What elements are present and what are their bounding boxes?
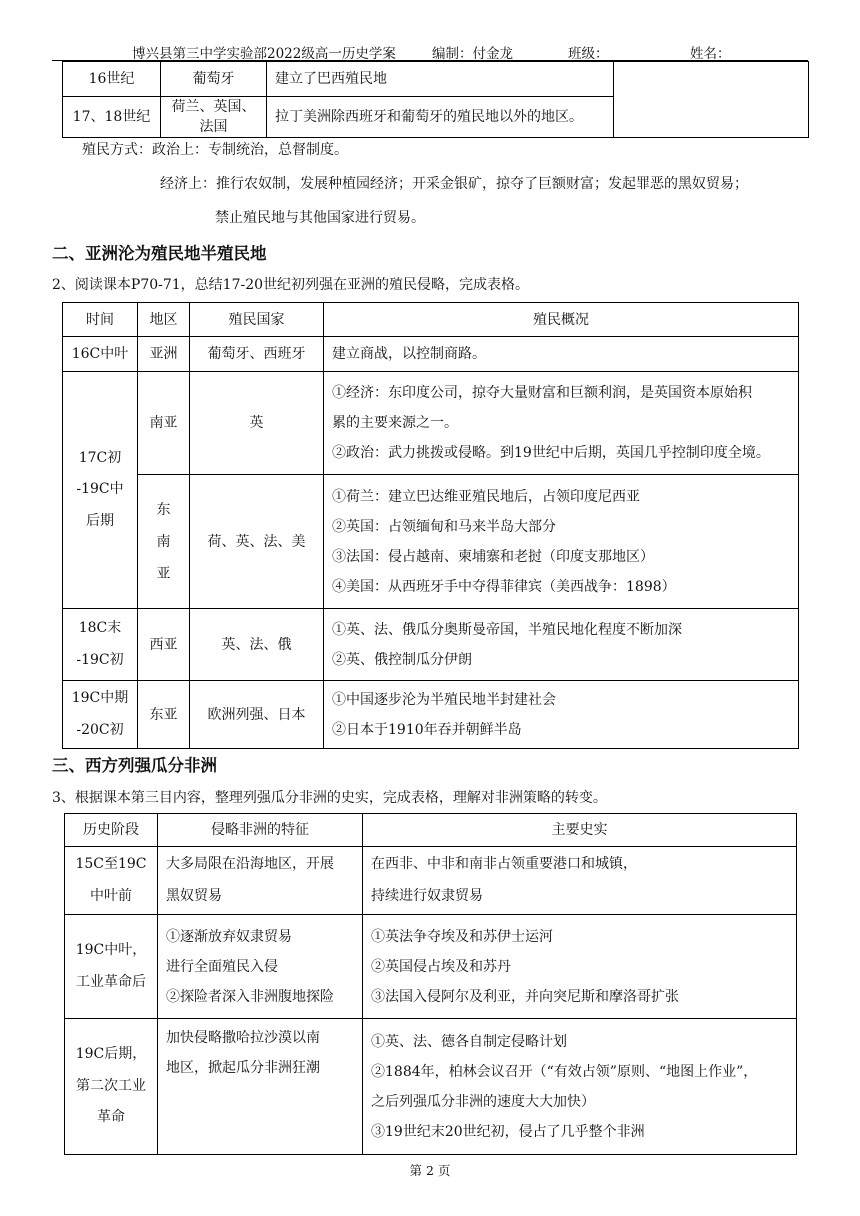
page-header [52,38,808,61]
table-header-row: 历史阶段 侵略非洲的特征 主要史实 [65,814,797,847]
blank-cell [614,62,809,138]
summary-cell: ①英、法、俄瓜分奥斯曼帝国，半殖民地化程度不断加深 ②英、俄控制瓜分伊朗 [324,609,799,681]
table-row: 18C末 -19C初 西亚 英、法、俄 ①英、法、俄瓜分奥斯曼帝国，半殖民地化程度不断加深 ②英、俄控制瓜分伊朗 [63,609,799,681]
class-label: 班级： [568,46,609,62]
table-row: 17、18世纪 荷兰、英国、法国 拉丁美洲除西班牙和葡萄牙的殖民地以外的地区。 [63,97,809,138]
feature-cell: 加快侵略撒哈拉沙漠以南 地区，掀起瓜分非洲狂潮 [158,1019,363,1155]
section-3-instruction: 3、根据课本第三目内容，整理列强瓜分非洲的史实，完成表格，理解对非洲策略的转变。 [52,790,607,806]
summary-cell: ①经济：东印度公司，掠夺大量财富和巨额利润，是英国资本原始积 累的主要来源之一。 ②政治：武力挑拨或侵略。到19世纪中后期，英国几乎控制印度全境。 [324,372,799,475]
region-cell: 东 南 亚 [138,475,190,609]
table-row [65,1019,797,1155]
table-row: 东 南 亚 荷、英、法、美 ①荷兰：建立巴达维亚殖民地后，占领印度尼西亚 ②英国：占领缅甸和马来半岛大部分 ③法国：侵占越南、柬埔寨和老挝（印度支那地区） ④美国：从西班牙手中夺得菲律宾（美西战争：1898） [63,475,799,609]
colonial-methods-economic: 经济上：推行农奴制，发展种植园经济；开采金银矿，掠夺了巨额财富；发起罪恶的黑奴贸易； [160,176,748,192]
section-2-instruction: 2、阅读课本P70-71，总结17-20世纪初列强在亚洲的殖民侵略，完成表格。 [52,277,530,293]
table-row: 17C初 -19C中 后期 南亚 英 ①经济：东印度公司，掠夺大量财富和巨额利润，是英国资本原始积 累的主要来源之一。 ②政治：武力挑拨或侵略。到19世纪中后期，英国几乎控制印度全境。 [63,372,799,475]
colonial-methods-political: 殖民方式：政治上：专制统治，总督制度。 [82,142,348,158]
school-title: 博兴县第三中学实验部2022级高一历史学案 [132,46,396,62]
feature-cell: ①逐渐放弃奴隶贸易 进行全面殖民入侵 ②探险者深入非洲腹地探险 [158,915,363,1019]
feature-cell: 大多局限在沿海地区，开展 黑奴贸易 [158,847,363,915]
summary-cell: ①中国逐步沦为半殖民地半封建社会 ②日本于1910年吞并朝鲜半岛 [324,681,799,749]
editor-label: 编制：付金龙 [432,46,513,62]
table-row: 19C中期 -20C初 东亚 欧洲列强、日本 ①中国逐步沦为半殖民地半封建社会 ②日本于1910年吞并朝鲜半岛 [63,681,799,749]
time-cell: 18C末 -19C初 [63,609,138,681]
stage-cell: 15C至19C 中叶前 [65,847,158,915]
time-cell: 19C中期 -20C初 [63,681,138,749]
stage-cell: 19C中叶， 工业革命后 [65,915,158,1019]
stage-cell: 19C后期， 第二次工业 革命 [65,1019,158,1155]
facts-cell: ①英、法、德各自制定侵略计划 ②1884年，柏林会议召开（“有效占领”原则、“地图上作业”， 之后列强瓜分非洲的速度大大加快） ③19世纪末20世纪初，侵占了几乎整个非洲 [363,1019,797,1155]
section-3-title: 三、西方列强瓜分非洲 [52,756,217,775]
table-header-row: 时间 地区 殖民国家 殖民概况 [63,303,799,337]
table-row: 16C中叶 亚洲 葡萄牙、西班牙 建立商战，以控制商路。 [63,337,799,372]
table-row [65,915,797,1019]
table-row: 16世纪 葡萄牙 建立了巴西殖民地 [63,62,809,97]
table-row [65,847,797,915]
asia-colonization-table [62,302,799,749]
facts-cell: ①英法争夺埃及和苏伊士运河 ②英国侵占埃及和苏丹 ③法国入侵阿尔及利亚，并向突尼斯和摩洛哥扩张 [363,915,797,1019]
time-cell: 17C初 -19C中 后期 [63,372,138,609]
name-label: 姓名： [690,46,731,62]
latin-america-table [62,61,809,138]
colonial-methods-economic-cont: 禁止殖民地与其他国家进行贸易。 [215,210,425,226]
page-number: 第 2 页 [409,1163,451,1178]
summary-cell: ①荷兰：建立巴达维亚殖民地后，占领印度尼西亚 ②英国：占领缅甸和马来半岛大部分 ③法国：侵占越南、柬埔寨和老挝（印度支那地区） ④美国：从西班牙手中夺得菲律宾（美西战争：1898） [324,475,799,609]
section-2-title: 二、亚洲沦为殖民地半殖民地 [52,244,267,263]
facts-cell: 在西非、中非和南非占领重要港口和城镇， 持续进行奴隶贸易 [363,847,797,915]
africa-partition-table [64,813,797,1155]
